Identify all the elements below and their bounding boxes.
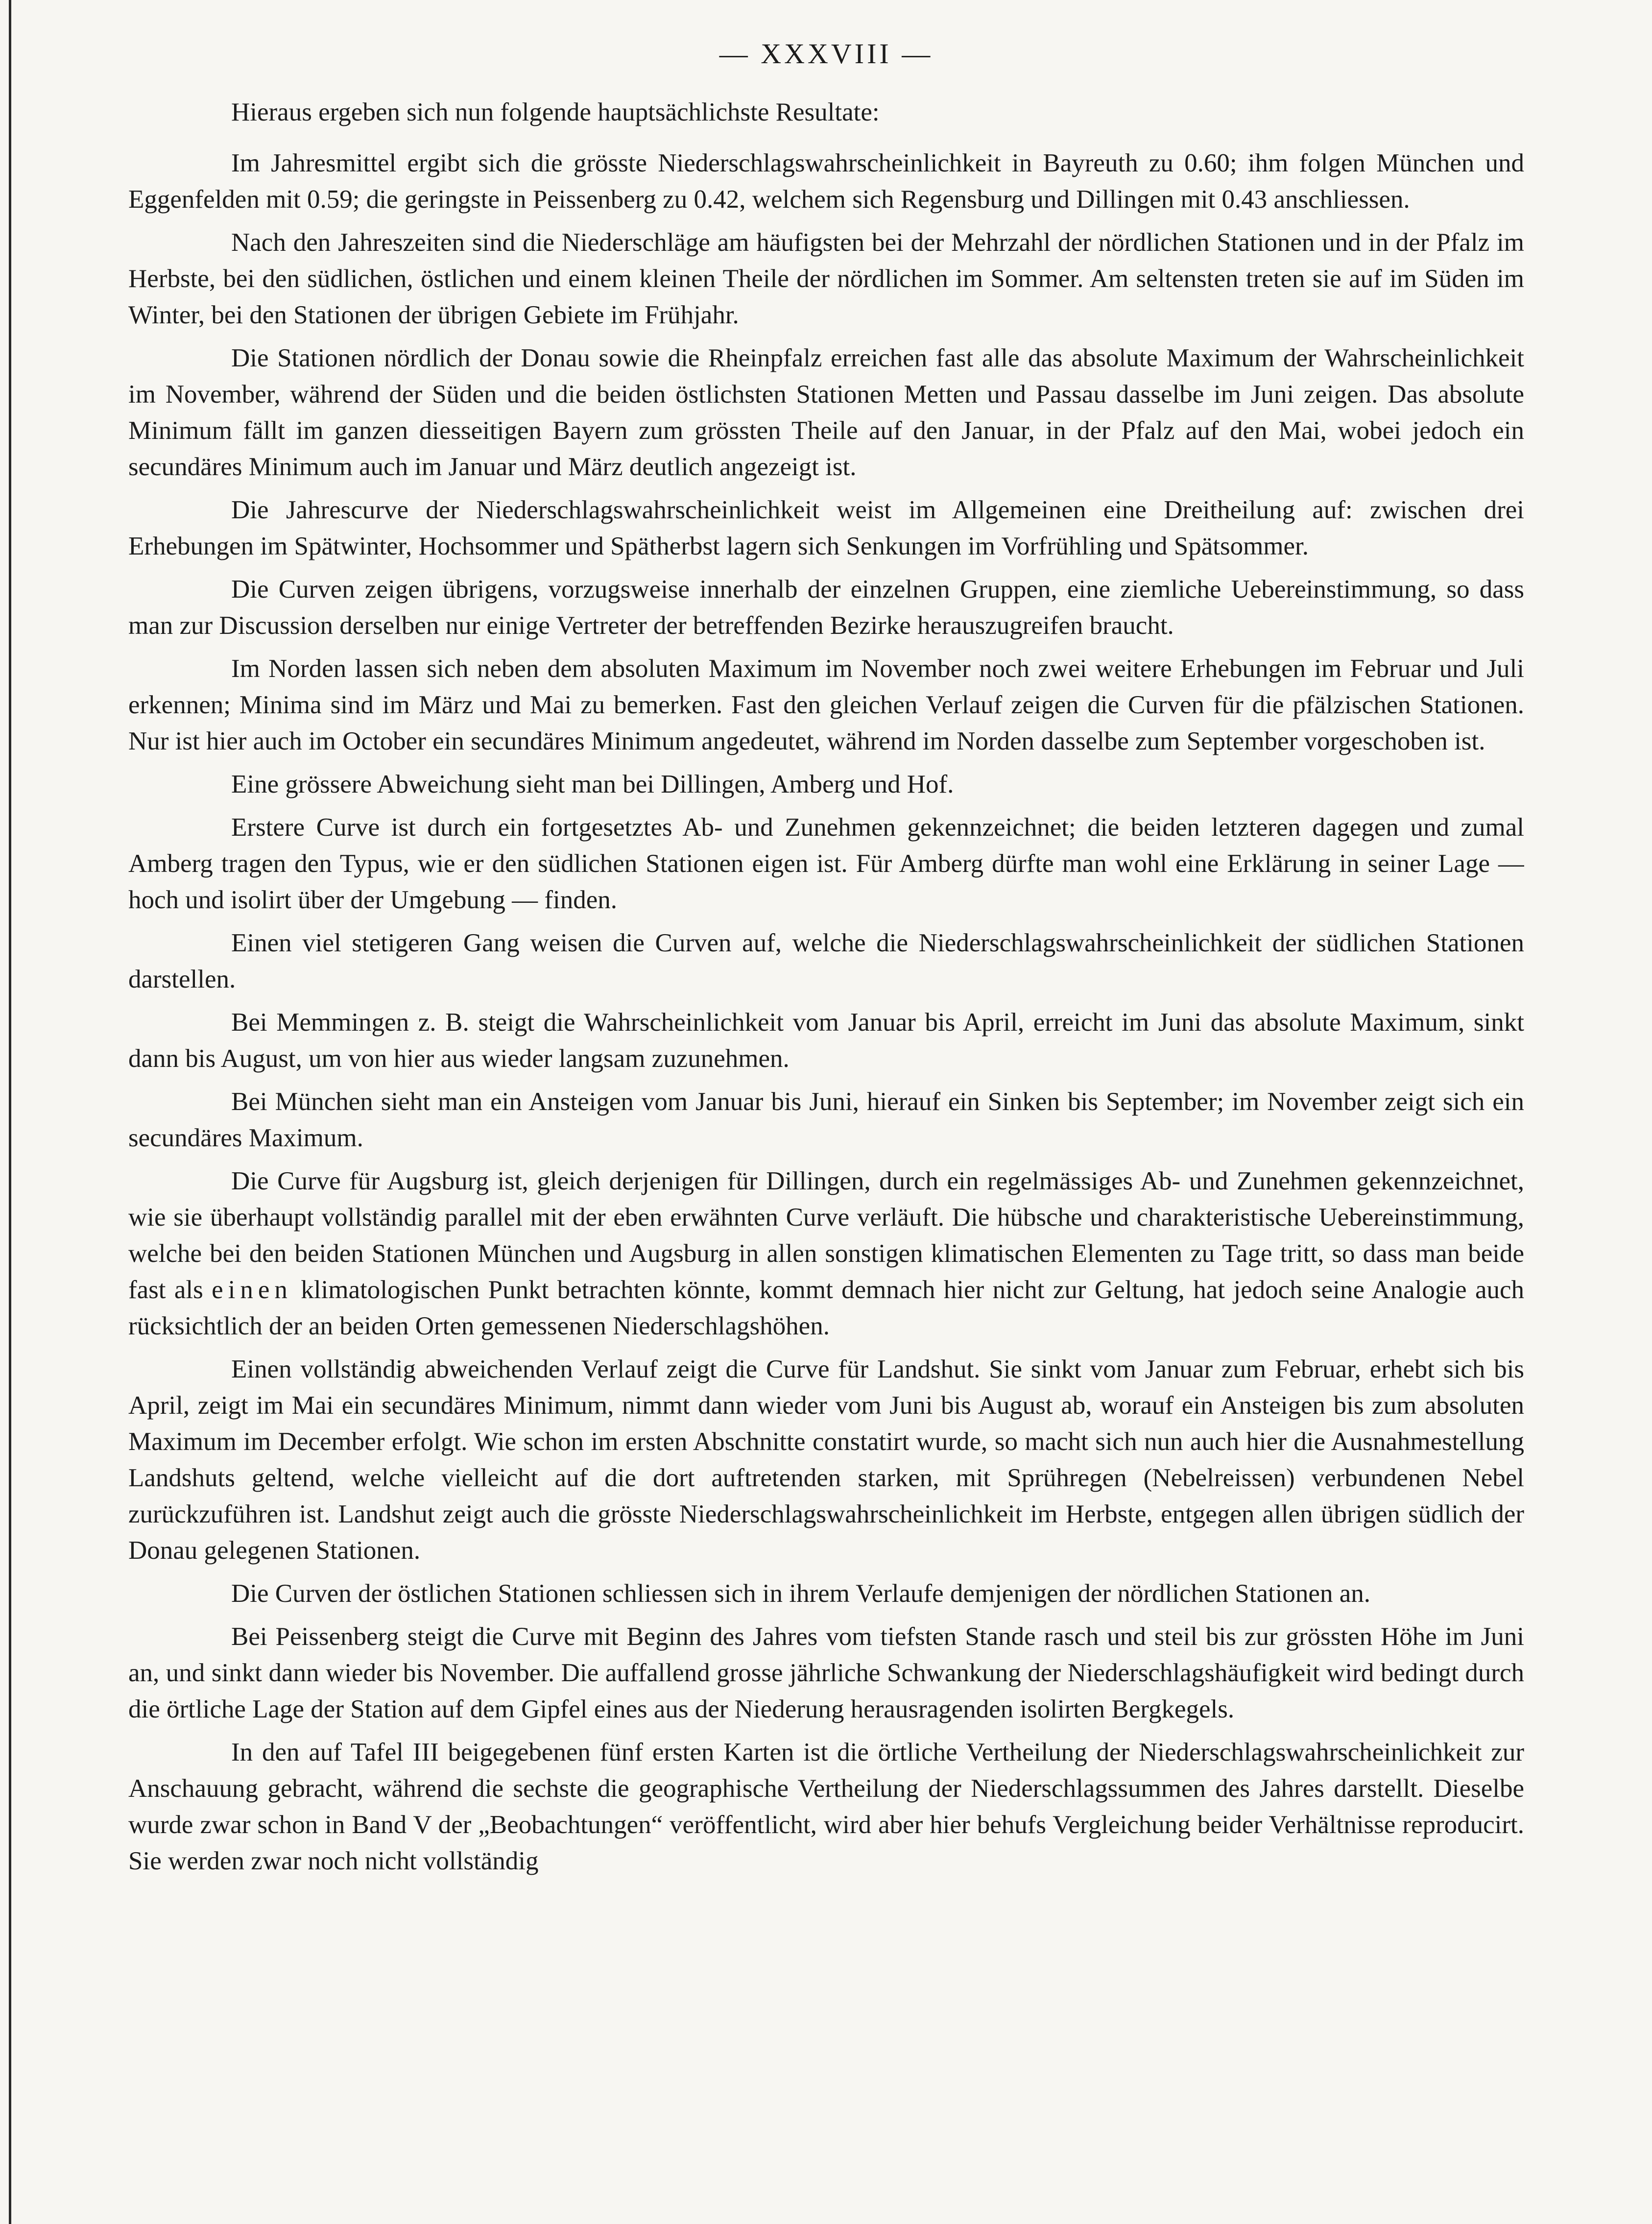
body-text [128, 94, 1524, 1879]
paragraph-peissenberg: Bei Peissenberg steigt die Curve mit Beginn des Jahres vom tiefsten Stande rasch und steil bis zur grössten Höhe im Juni an, und sinkt dann wieder bis November. Die auffallend grosse jährliche Schwankung der Niederschlagshäufigkeit wird bedingt durch die örtliche Lage der Station auf dem Gipfel eines aus der Niederung herausragenden isolirten Bergkegels. [128, 1622, 1524, 1723]
paragraph-memmingen: Bei Memmingen z. B. steigt die Wahrscheinlichkeit vom Januar bis April, erreicht im Juni das absolute Maximum, sinkt dann bis August, um von hier aus wieder langsam zuzunehmen. [128, 1008, 1524, 1073]
paragraph-intro: Hieraus ergeben sich nun folgende hauptsächlichste Resultate: [231, 98, 880, 126]
paragraph-north-of-danube: Die Stationen nördlich der Donau sowie die Rheinpfalz erreichen fast alle das absolute Maximum der Wahrscheinlichkeit im November, während der Süden und die beiden östlichsten Stationen Metten und Passau dasselbe im Juni zeigen. Das absolute Minimum fällt im ganzen diesseitigen Bayern zum grössten Theile auf den Januar, in der Pfalz auf den Mai, wobei jedoch ein secundäres Minimum auch im Januar und März deutlich angezeigt ist. [128, 344, 1524, 481]
emphasis-einen: einen [212, 1276, 292, 1304]
augsburg-text-part-1: Die Curve für Augsburg ist, gleich derjenigen für Dillingen, durch ein regelmässiges Ab- und Zunehmen gekennzeichnet, wie sie überhaupt vollständig parallel mit der eben erwähnten Curve verläuft. Die hübsche und charakteristische Uebereinstimmung, welche bei den beiden Stationen München und Augsburg in allen sonstigen klimatischen Elementen zu Tage tritt, so dass man beide fast als [128, 1167, 1524, 1304]
paragraph-muenchen: Bei München sieht man ein Ansteigen vom Januar bis Juni, hierauf ein Sinken bis September; im November zeigt sich ein secundäres Maximum. [128, 1088, 1524, 1152]
paragraph-curves-agreement: Die Curven zeigen übrigens, vorzugsweise innerhalb der einzelnen Gruppen, eine ziemliche Uebereinstimmung, so dass man zur Discussion derselben nur einige Vertreter der betreffenden Bezirke herauszugreifen braucht. [128, 575, 1524, 640]
paragraph-seasons: Nach den Jahreszeiten sind die Niederschläge am häufigsten bei der Mehrzahl der nördlichen Stationen und in der Pfalz im Herbste, bei den südlichen, östlichen und einem kleinen Theile der nördlichen im Sommer. Am seltensten treten sie auf im Süden im Winter, bei den Stationen der übrigen Gebiete im Frühjahr. [128, 228, 1524, 329]
paragraph-landshut: Einen vollständig abweichenden Verlauf zeigt die Curve für Landshut. Sie sinkt vom Januar zum Februar, erhebt sich bis April, zeigt im Mai ein secundäres Minimum, nimmt dann wieder vom Juni bis August ab, worauf ein Ansteigen bis zum absoluten Maximum im December erfolgt. Wie schon im ersten Abschnitte constatirt wurde, so macht sich nun auch hier die Ausnahmestellung Landshuts geltend, welche vielleicht auf die dort auftretenden starken, mit Sprühregen (Nebelreissen) verbundenen Nebel zurückzuführen ist. Landshut zeigt auch die grösste Niederschlagswahrscheinlichkeit im Herbste, entgegen allen übrigen südlich der Donau gelegenen Stationen. [128, 1355, 1524, 1565]
scan-border-line [9, 0, 11, 2224]
paragraph-eastern-stations: Die Curven der östlichen Stationen schliessen sich in ihrem Verlaufe demjenigen der nördlichen Stationen an. [231, 1579, 1370, 1608]
paragraph-dillingen-amberg: Erstere Curve ist durch ein fortgesetztes Ab- und Zunehmen gekennzeichnet; die beiden letzteren dagegen und zumal Amberg tragen den Typus, wie er den südlichen Stationen eigen ist. Für Amberg dürfte man wohl eine Erklärung in seiner Lage — hoch und isolirt über der Umgebung — finden. [128, 813, 1524, 914]
augsburg-text-part-2: klimatologischen Punkt betrachten könnte, kommt demnach hier nicht zur Geltung, hat jedoch seine Analogie auch rücksichtlich der an beiden Orten gemessenen Niederschlagshöhen. [128, 1276, 1524, 1340]
paragraph-annual-mean: Im Jahresmittel ergibt sich die grösste Niederschlagswahrscheinlichkeit in Bayreuth zu 0.60; ihm folgen München und Eggenfelden mit 0.59; die geringste in Peissenberg zu 0.42, welchem sich Regensburg und Dillingen mit 0.43 anschliessen. [128, 149, 1524, 214]
page-number-header: — XXXVIII — [719, 38, 934, 70]
paragraph-tafel-maps: In den auf Tafel III beigegebenen fünf ersten Karten ist die örtliche Vertheilung der Niederschlagswahrscheinlichkeit zur Anschauung gebracht, während die sechste die geographische Vertheilung der Niederschlagssummen des Jahres darstellt. Dieselbe wurde zwar schon in Band V der „Beobachtungen“ veröffentlicht, wird aber hier behufs Vergleichung beider Verhältnisse reproducirt. Sie werden zwar noch nicht vollständig [128, 1738, 1524, 1875]
paragraph-deviation: Eine grössere Abweichung sieht man bei Dillingen, Amberg und Hof. [231, 770, 954, 798]
paragraph-annual-curve: Die Jahrescurve der Niederschlagswahrscheinlichkeit weist im Allgemeinen eine Dreitheilung auf: zwischen drei Erhebungen im Spätwinter, Hochsommer und Spätherbst lagern sich Senkungen im Vorfrühling und Spätsommer. [128, 496, 1524, 560]
paragraph-north: Im Norden lassen sich neben dem absoluten Maximum im November noch zwei weitere Erhebungen im Februar und Juli erkennen; Minima sind im März und Mai zu bemerken. Fast den gleichen Verlauf zeigen die Curven für die pfälzischen Stationen. Nur ist hier auch im October ein secundäres Minimum angedeutet, während im Norden dasselbe zum September vorgeschoben ist. [128, 654, 1524, 755]
paragraph-southern-stations: Einen viel stetigeren Gang weisen die Curven auf, welche die Niederschlagswahrscheinlichkeit der südlichen Stationen darstellen. [128, 929, 1524, 993]
document-page [128, 34, 1524, 2190]
paragraph-augsburg [128, 1163, 1524, 1344]
